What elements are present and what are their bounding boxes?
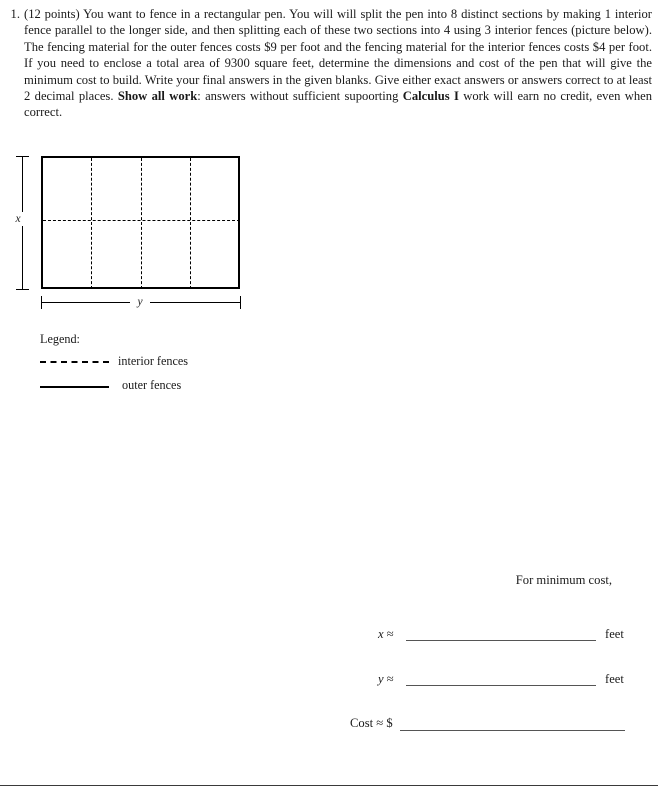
- pen-diagram: [0, 148, 300, 318]
- answer-rel-x: ≈: [383, 627, 394, 641]
- answer-unit-y: feet: [605, 672, 624, 686]
- legend: [40, 331, 300, 400]
- x-dimension-cap-bottom: [16, 289, 29, 290]
- y-dimension-cap-right: [240, 296, 241, 309]
- legend-label-outer: outer fences: [122, 378, 182, 392]
- problem-bold-show-all-work: Show all work: [117, 89, 198, 104]
- legend-title: Legend:: [40, 332, 80, 346]
- answer-label-y: [378, 670, 394, 688]
- interior-fence-vertical-1: [91, 158, 92, 289]
- problem-text-part1: You want to fence in a rectangular pen. You will will split the pen into 8 distinct sections by making 1 interior fence parallel to the longer side, and then splitting each of these two sections into 4 using 3 interior fences (picture below). The fencing material for the outer fences costs $9 per foot and the fencing material for the interior fences costs $4 per foot. If you need to enclose a total area of 9300 square feet, determine the dimensions and cost of the pen that will give the minimum cost to build. Write your final answers in the given blanks. Give either exact answers or answers correct to at least 2 decimal places.: [24, 7, 652, 104]
- x-dimension-cap-top: [16, 156, 29, 157]
- answer-row-y: [340, 670, 640, 692]
- x-dimension-label: x: [11, 212, 25, 226]
- dashed-line-icon: [40, 361, 109, 363]
- problem-points-label: (12 points): [24, 7, 80, 21]
- problem-text-part2: : answers without sufficient supoorting: [197, 89, 403, 104]
- answer-rel-y: ≈: [383, 672, 394, 686]
- problem-bold-calculus: Calculus I: [402, 89, 459, 104]
- answer-blank-cost[interactable]: [400, 730, 625, 731]
- interior-fence-vertical-3: [190, 158, 191, 289]
- problem-body: [24, 6, 652, 121]
- answer-blank-x[interactable]: [406, 640, 596, 641]
- problem-number: 1.: [10, 7, 20, 21]
- problem-row: [6, 6, 652, 121]
- problem-text-part3: work will earn no credit, even when correct.: [24, 89, 653, 120]
- footer-divider: [0, 785, 658, 786]
- answer-unit-x: feet: [605, 627, 624, 641]
- answer-rel-cost: ≈ $: [373, 716, 393, 730]
- y-dimension-cap-left: [41, 296, 42, 309]
- answer-label-cost: [350, 714, 393, 732]
- legend-item-interior: [40, 352, 300, 376]
- answer-row-cost: [340, 714, 640, 736]
- answer-var-x: x: [378, 627, 384, 641]
- solid-line-icon: [40, 386, 109, 388]
- answer-var-y: y: [378, 672, 384, 686]
- legend-item-outer: [40, 376, 300, 400]
- answer-label-x: [378, 625, 394, 643]
- answer-row-x: [340, 625, 640, 647]
- interior-fence-vertical-2: [141, 158, 142, 289]
- answer-var-cost: Cost: [350, 716, 374, 730]
- answers-heading: For minimum cost,: [515, 573, 612, 587]
- answer-blank-y[interactable]: [406, 685, 596, 686]
- legend-label-interior: interior fences: [118, 354, 189, 368]
- interior-fence-horizontal-1: [43, 220, 240, 221]
- y-dimension-label: y: [130, 295, 150, 309]
- problem-statement: [6, 6, 652, 121]
